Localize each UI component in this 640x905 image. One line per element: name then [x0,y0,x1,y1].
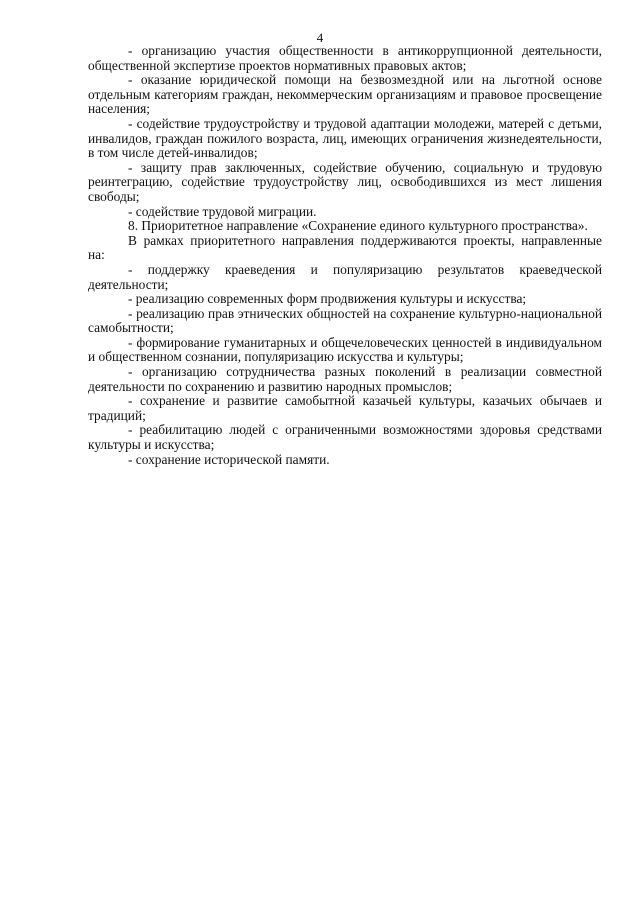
paragraph: - сохранение исторической памяти. [128,451,330,467]
paragraph: - организацию сотрудничества разных поколений в реализации совместной деятельности по сохранению и развитию народных промыслов; [88,364,602,394]
paragraph: - содействие трудовой миграции. [128,203,317,219]
paragraph: В рамках приоритетного направления поддерживаются проекты, направленные на: [88,232,602,263]
page-number: 4 [316,30,324,45]
paragraph: - поддержку краеведения и популяризацию результатов краеведческой деятельности; [88,261,602,292]
paragraph: - реализацию прав этнических общностей на сохранение культурно-национальной самобытности; [88,305,602,336]
paragraph: - защиту прав заключенных, содействие обучению, социальную и трудовую реинтеграцию, содействие трудоустройству лиц, освободившихся из мест лишения свободы; [88,159,602,204]
paragraph: - формирование гуманитарных и общечеловеческих ценностей в индивидуальном и общественном сознании, популяризацию искусства и культуры; [88,334,602,365]
section-heading: 8. Приоритетное направление «Сохранение единого культурного пространства». [128,218,588,234]
paragraph: - организацию участия общественности в антикоррупционной деятельности, общественной экспертизе проектов нормативных правовых актов; [88,43,602,73]
document-body [88,44,602,467]
paragraph: - оказание юридической помощи на безвозмездной или на льготной основе отдельным категориям граждан, некоммерческим организациям и правовое просвещение населения; [88,72,602,117]
paragraph: - содействие трудоустройству и трудовой адаптации молодежи, матерей с детьми, инвалидов, граждан пожилого возраста, лиц, имеющих ограничения жизнедеятельности, в том числе детей-инвалидов; [88,115,602,161]
paragraph: - сохранение и развитие самобытной казачьей культуры, казачьих обычаев и традиций; [88,393,602,423]
paragraph: - реализацию современных форм продвижения культуры и искусства; [128,291,527,307]
paragraph: - реабилитацию людей с ограниченными возможностями здоровья средствами культуры и искусства; [88,422,602,453]
